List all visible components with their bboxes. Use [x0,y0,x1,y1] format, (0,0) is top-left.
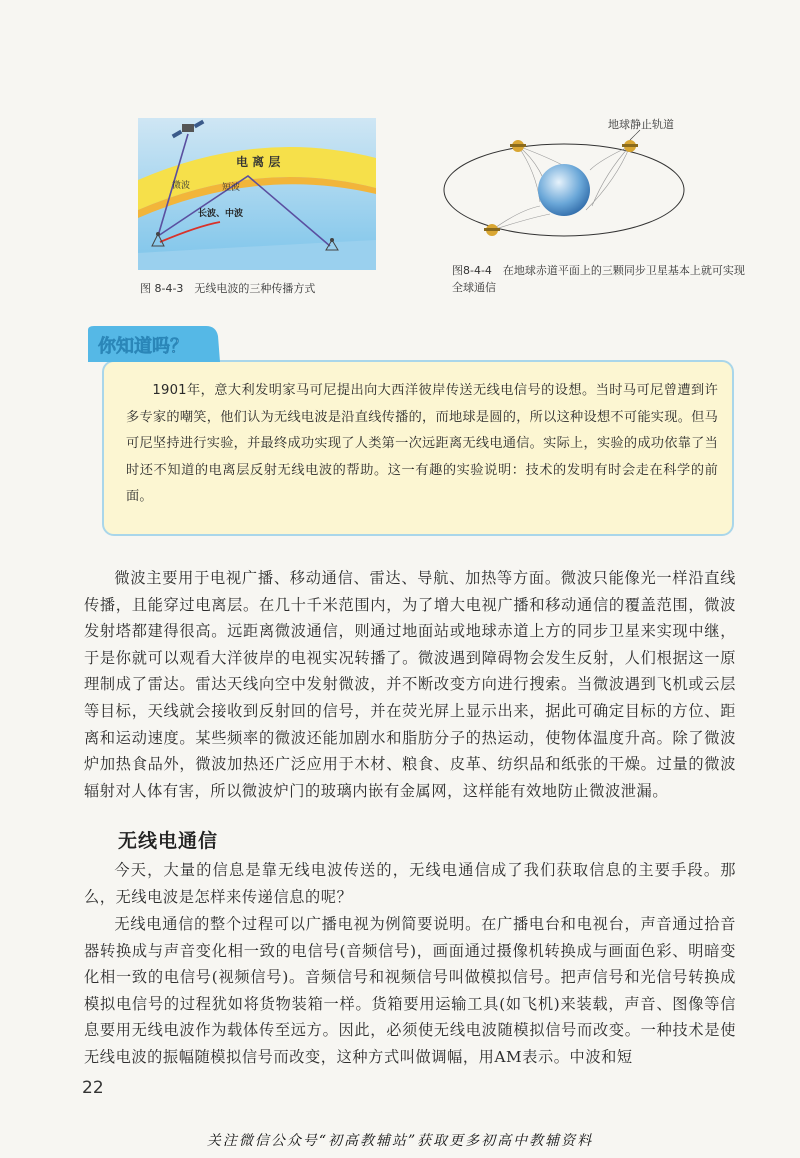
orbit-label: 地球静止轨道 [608,118,674,131]
microwave-label: 微波 [172,181,191,191]
satellite-icon [510,140,526,152]
ionosphere-label: 电 离 层 [236,155,281,169]
shortwave-label: 短波 [222,183,241,193]
earth-globe [538,164,590,216]
orbit-diagram [440,110,700,250]
long-medium-wave-label: 长波、中波 [198,209,244,219]
propagation-diagram [138,118,376,270]
paragraph-modulation: 无线电通信的整个过程可以广播电视为例简要说明。在广播电台和电视台，声音通过拾音器转换成与声音变化相一致的电信号(音频信号)，画面通过摄像机转换成与画面色彩、明暗变化相一致的电信号(视频信号)。音频信号和视频信号叫做模拟信号。把声信号和光信号转换成模拟电信号的过程犹如将货物装箱一样。货箱要用运输工具(如飞机)来装载，声音、图像等信息要用无线电波作为载体传至远方。因此，必须使无线电波随模拟信号而改变。一种技术是使无线电波的振幅随模拟信号而改变，这种方式叫做调幅，用AM表示。中波和短 [84,915,736,1066]
figure1-caption: 图 8-4-3 无线电波的三种传播方式 [140,282,316,295]
figure-geostationary-orbit [440,110,700,250]
figure2-caption: 图8-4-4 在地球赤道平面上的三颗同步卫星基本上就可实现全球通信 [452,264,745,294]
did-you-know-tab [84,324,222,364]
paragraph-microwave: 微波主要用于电视广播、移动通信、雷达、导航、加热等方面。微波只能像光一样沿直线传播，且能穿过电离层。在几十千米范围内，为了增大电视广播和移动通信的覆盖范围，微波发射塔都建得很高。远距离微波通信，则通过地面站或地球赤道上方的同步卫星来实现中继，于是你就可以观看大洋彼岸的电视实况转播了。微波遇到障碍物会发生反射，人们根据这一原理制成了雷达。雷达天线向空中发射微波，并不断改变方向进行搜索。当微波遇到飞机或云层等目标，天线就会接收到反射回的信号，并在荧光屏上显示出来，据此可确定目标的方位、距离和运动速度。某些频率的微波还能加剧水和脂肪分子的热运动，使物体温度升高。除了微波炉加热食品外，微波加热还广泛应用于木材、粮食、皮革、纺织品和纸张的干燥。过量的微波辐射对人体有害，所以微波炉门的玻璃内嵌有金属网，这样能有效地防止微波泄漏。 [84,569,736,800]
figure-radio-propagation [138,118,376,270]
did-you-know-text: 1901年，意大利发明家马可尼提出向大西洋彼岸传送无线电信号的设想。当时马可尼曾遭到许多专家的嘲笑，他们认为无线电波是沿直线传播的，而地球是圆的，所以这种设想不可能实现。但马可尼坚持进行实验，并最终成功实现了人类第一次远距离无线电通信。实际上，实验的成功依靠了当时还不知道的电离层反射无线电波的帮助。这一有趣的实验说明：技术的发明有时会走在科学的前面。 [126,383,718,504]
paragraph-intro: 今天，大量的信息是靠无线电波传送的，无线电通信成了我们获取信息的主要手段。那么，无线电波是怎样来传递信息的呢？ [84,861,736,906]
footer-watermark: 关注微信公众号“初高教辅站”获取更多初高中教辅资料 [206,1133,594,1149]
did-you-know-title: 你知道吗？ [98,336,188,357]
page-number: 22 [82,1078,104,1098]
section-heading: 无线电通信 [118,830,219,852]
